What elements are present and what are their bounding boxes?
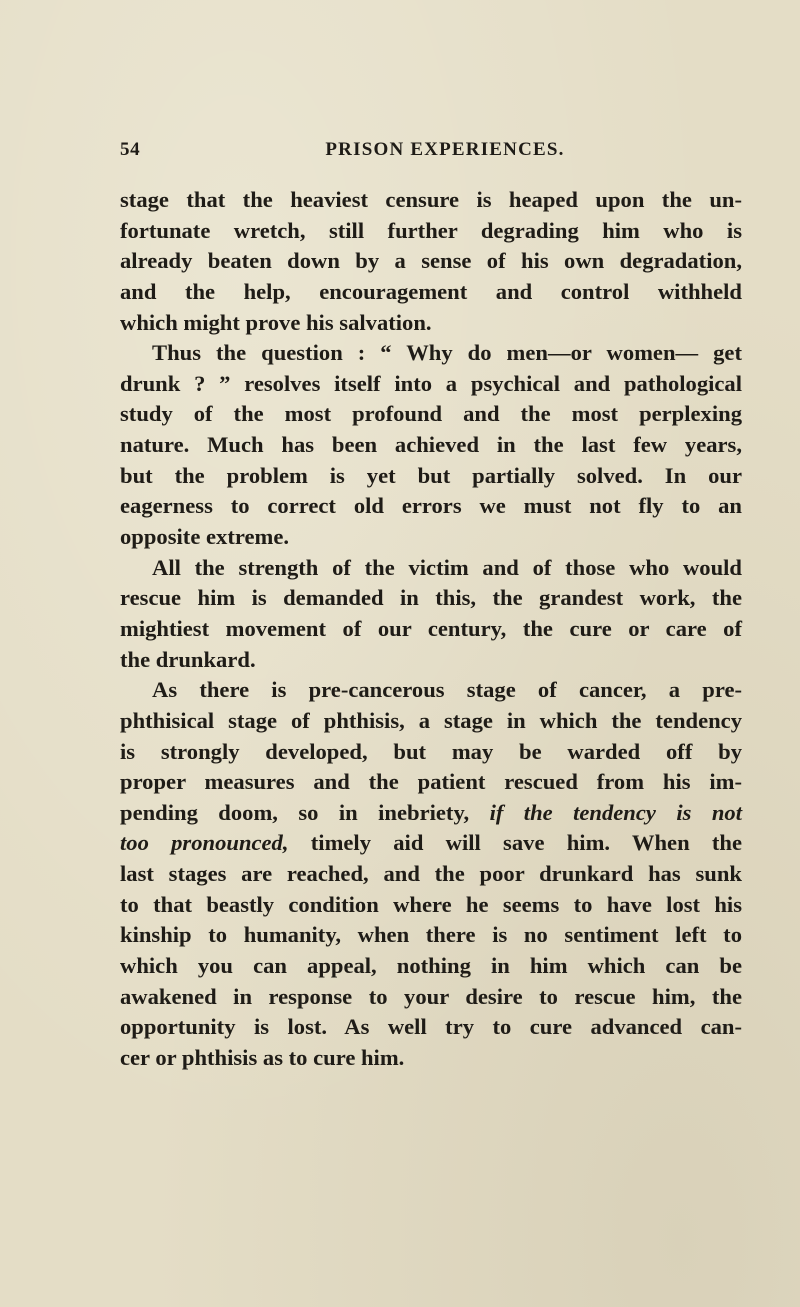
running-title: PRISON EXPERIENCES. (325, 139, 565, 160)
text-line: which might prove his salvation. (120, 309, 432, 335)
text-line: drunk ? ” resolves itself into a psychical and pathological (120, 370, 742, 396)
italic-text: too pronounced, (120, 830, 289, 856)
italic-text: if the tendency is not (489, 799, 742, 825)
text-line: mightiest movement of our century, the cure or care of (120, 615, 742, 641)
text-line: study of the most profound and the most perplexing (120, 401, 742, 427)
text-line: rescue him is demanded in this, the grandest work, the (120, 585, 742, 611)
text-line: nature. Much has been achieved in the last few years, (120, 432, 742, 458)
text-line: opposite extreme. (120, 524, 289, 550)
text-line (120, 828, 742, 859)
text-line (120, 798, 742, 829)
text-line: Thus the question : “ Why do men—or women— get (152, 340, 742, 366)
text-line: phthisical stage of phthisis, a stage in which the tendency (120, 707, 742, 733)
text-line: proper measures and the patient rescued from his im- (120, 769, 742, 795)
text-line: to that beastly condition where he seems to have lost his (120, 891, 742, 917)
text-line: awakened in response to your desire to rescue him, the (120, 983, 742, 1009)
text-line: cer or phthisis as to cure him. (120, 1044, 405, 1070)
body-text (120, 185, 742, 1074)
text-line: stage that the heaviest censure is heaped upon the un- (120, 187, 742, 212)
running-head (120, 139, 740, 165)
text-line: last stages are reached, and the poor drunkard has sunk (120, 861, 742, 887)
text-line: fortunate wretch, still further degrading him who is (120, 217, 742, 243)
text-line: As there is pre-cancerous stage of cancer, a pre- (152, 677, 742, 703)
text-line: already beaten down by a sense of his own degradation, (120, 248, 742, 274)
text-line: which you can appeal, nothing in him which can be (120, 953, 742, 979)
page-number: 54 (120, 139, 141, 160)
text-line: eagerness to correct old errors we must not fly to an (120, 493, 742, 519)
text-line: the drunkard. (120, 646, 256, 672)
text-line: opportunity is lost. As well try to cure advanced can- (120, 1014, 742, 1040)
text-line: kinship to humanity, when there is no sentiment left to (120, 922, 742, 948)
text-line: All the strength of the victim and of those who would (152, 554, 742, 580)
text-line: and the help, encouragement and control withheld (120, 278, 742, 304)
text-line: is strongly developed, but may be warded off by (120, 738, 742, 764)
text-segment: pending doom, so in inebriety, (120, 799, 470, 825)
text-segment: timely aid will save him. When the (310, 830, 743, 856)
text-line: but the problem is yet but partially solved. In our (120, 462, 742, 488)
